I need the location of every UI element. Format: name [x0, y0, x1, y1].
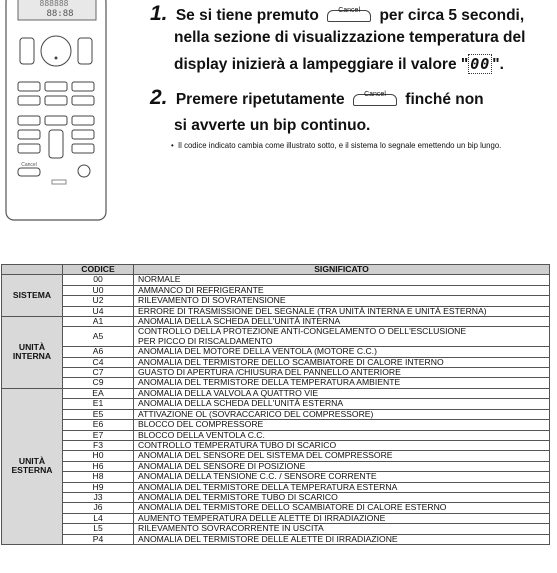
- code-cell: H9: [63, 482, 134, 492]
- step-2-text-a: Premere ripetutamente: [175, 91, 345, 108]
- cancel-button-icon: [353, 90, 397, 106]
- meaning-cell: NORMALE: [134, 275, 550, 285]
- error-code-table: [1, 264, 550, 545]
- meaning-cell: ANOMALIA DEL SENSORE DEL SISTEMA DEL COMPRESSORE: [134, 451, 550, 461]
- code-cell: H6: [63, 461, 134, 471]
- category-cell: UNITÀ ESTERNA: [2, 388, 63, 544]
- meaning-cell: ANOMALIA DEL TERMISTORE DELLO SCAMBIATORE DI CALORE INTERNO: [134, 357, 550, 367]
- step-1-line-3-a: display inizierà a lampeggiare il valore ": [174, 56, 469, 73]
- table-row: [2, 492, 550, 502]
- code-cell: C4: [63, 357, 134, 367]
- code-cell: H8: [63, 472, 134, 482]
- table-row: [2, 503, 550, 513]
- meaning-cell: BLOCCO DEL COMPRESSORE: [134, 420, 550, 430]
- table-row: [2, 399, 550, 409]
- meaning-cell: BLOCCO DELLA VENTOLA C.C.: [134, 430, 550, 440]
- step-1-line-3-b: ".: [492, 56, 504, 73]
- code-cell: E7: [63, 430, 134, 440]
- code-cell: C7: [63, 368, 134, 378]
- table-row: [2, 347, 550, 357]
- table-row: [2, 482, 550, 492]
- header-significato: SIGNIFICATO: [134, 265, 550, 275]
- remote-control-drawing: [4, 0, 108, 224]
- meaning-cell: ANOMALIA DELLA TENSIONE C.C. / SENSORE CORRENTE: [134, 472, 550, 482]
- code-cell: E6: [63, 420, 134, 430]
- meaning-cell: ANOMALIA DEL TERMISTORE DELLE ALETTE DI IRRADIAZIONE: [134, 534, 550, 544]
- table-row: [2, 388, 550, 398]
- note-bullet: •: [171, 141, 174, 150]
- remote-display-text-2: 88:88: [46, 9, 74, 19]
- cancel-button-icon: [327, 6, 371, 22]
- code-cell: L5: [63, 524, 134, 534]
- table-row: [2, 357, 550, 367]
- table-row: [2, 430, 550, 440]
- step-1-text-b: per circa 5 secondi,: [379, 7, 525, 24]
- code-cell: EA: [63, 388, 134, 398]
- meaning-cell: RILEVAMENTO SOVRACORRENTE IN USCITA: [134, 524, 550, 534]
- table-row: [2, 306, 550, 316]
- code-cell: U2: [63, 296, 134, 306]
- cancel-button-caption: Cancel: [338, 6, 361, 14]
- code-cell: U4: [63, 306, 134, 316]
- remote-control-illustration: [4, 0, 108, 224]
- code-cell: H0: [63, 451, 134, 461]
- table-row: [2, 451, 550, 461]
- step-2: [150, 86, 484, 134]
- table-row: [2, 461, 550, 471]
- step-1-line-3: [174, 52, 504, 77]
- code-cell: A5: [63, 327, 134, 347]
- note-text: Il codice indicato cambia come illustrato sotto, e il sistema lo segnale emettendo un bip lungo.: [178, 141, 502, 150]
- code-cell: F3: [63, 440, 134, 450]
- step-2-number: 2.: [150, 86, 168, 109]
- code-cell: E1: [63, 399, 134, 409]
- table-row: [2, 524, 550, 534]
- meaning-cell: CONTROLLO TEMPERATURA TUBO DI SCARICO: [134, 440, 550, 450]
- code-cell: C9: [63, 378, 134, 388]
- category-cell: UNITÀ INTERNA: [2, 317, 63, 389]
- category-cell: SISTEMA: [2, 275, 63, 317]
- table-row: [2, 275, 550, 285]
- remote-display-text-1: 888888: [39, 0, 69, 8]
- meaning-cell: ANOMALIA DELLA SCHEDA DELL'UNITÀ INTERNA: [134, 317, 550, 327]
- display-digits: 00: [470, 55, 491, 73]
- step-2-line-2: si avverte un bip continuo.: [174, 117, 371, 134]
- table-row: [2, 534, 550, 544]
- table-body: [2, 275, 550, 545]
- meaning-cell: AMMANCO DI REFRIGERANTE: [134, 285, 550, 295]
- code-cell: J3: [63, 492, 134, 502]
- code-cell: U0: [63, 285, 134, 295]
- meaning-cell: ANOMALIA DELLA SCHEDA DELL'UNITÀ ESTERNA: [134, 399, 550, 409]
- table-row: [2, 296, 550, 306]
- table-row: [2, 317, 550, 327]
- meaning-cell: AUMENTO TEMPERATURA DELLE ALETTE DI IRRADIAZIONE: [134, 513, 550, 523]
- meaning-cell: ERRORE DI TRASMISSIONE DEL SEGNALE (TRA UNITÀ INTERNA E UNITÀ ESTERNA): [134, 306, 550, 316]
- code-cell: A1: [63, 317, 134, 327]
- step-2-text-b: finché non: [405, 91, 484, 108]
- table-row: [2, 327, 550, 347]
- meaning-cell: ANOMALIA DEL TERMISTORE DELLA TEMPERATURA ESTERNA: [134, 482, 550, 492]
- code-cell: E5: [63, 409, 134, 419]
- meaning-cell: RILEVAMENTO DI SOVRATENSIONE: [134, 296, 550, 306]
- code-cell: L4: [63, 513, 134, 523]
- step-1-line-2: nella sezione di visualizzazione temperatura del: [174, 29, 526, 46]
- meaning-cell: CONTROLLO DELLA PROTEZIONE ANTI-CONGELAMENTO O DELL'ESCLUSIONE PER PICCO DI RISCALDAMENTO: [134, 327, 550, 347]
- meaning-cell: ANOMALIA DEL TERMISTORE DELLO SCAMBIATORE DI CALORE ESTERNO: [134, 503, 550, 513]
- code-cell: J6: [63, 503, 134, 513]
- code-cell: A6: [63, 347, 134, 357]
- header-category: [2, 265, 63, 275]
- code-cell: 00: [63, 275, 134, 285]
- step-1: [150, 2, 526, 73]
- header-codice: CODICE: [63, 265, 134, 275]
- table-row: [2, 440, 550, 450]
- table-row: [2, 409, 550, 419]
- meaning-cell: ANOMALIA DEL TERMISTORE TUBO DI SCARICO: [134, 492, 550, 502]
- note: [171, 140, 548, 151]
- meaning-cell: ANOMALIA DEL TERMISTORE DELLA TEMPERATURA AMBIENTE: [134, 378, 550, 388]
- table-row: [2, 285, 550, 295]
- remote-cancel-label: Cancel: [21, 162, 37, 168]
- table-row: [2, 420, 550, 430]
- meaning-cell: ANOMALIA DELLA VALVOLA A QUATTRO VIE: [134, 388, 550, 398]
- table-row: [2, 368, 550, 378]
- table-row: [2, 513, 550, 523]
- meaning-cell: ANOMALIA DEL MOTORE DELLA VENTOLA (MOTORE C.C.): [134, 347, 550, 357]
- step-1-number: 1.: [150, 2, 168, 25]
- code-cell: P4: [63, 534, 134, 544]
- table-row: [2, 472, 550, 482]
- meaning-cell: ANOMALIA DEL SENSORE DI POSIZIONE: [134, 461, 550, 471]
- cancel-button-caption: Cancel: [364, 90, 386, 98]
- step-1-text-a: Se si tiene premuto: [175, 7, 319, 24]
- table-header-row: [2, 265, 550, 275]
- table-row: [2, 378, 550, 388]
- meaning-cell: ATTIVAZIONE OL (SOVRACCARICO DEL COMPRESSORE): [134, 409, 550, 419]
- meaning-cell: GUASTO DI APERTURA /CHIUSURA DEL PANNELLO ANTERIORE: [134, 368, 550, 378]
